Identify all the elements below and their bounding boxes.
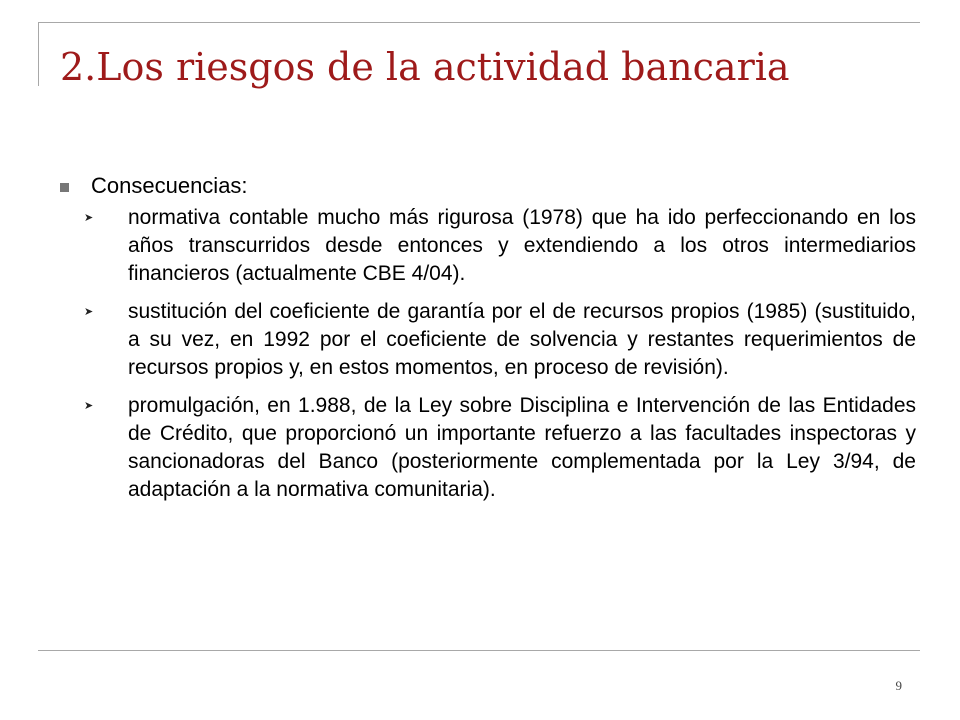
- frame-top-line: [38, 22, 920, 23]
- sub-bullet-list: [60, 204, 916, 504]
- bullet-label: Consecuencias:: [91, 173, 248, 198]
- slide-content: [60, 172, 916, 514]
- frame-left-line: [38, 22, 39, 86]
- arrow-bullet-icon: ➤: [84, 305, 94, 318]
- arrow-bullet-icon: ➤: [84, 211, 94, 224]
- slide-title: 2.Los riesgos de la actividad bancaria: [60, 45, 790, 89]
- sub-bullet-item: [84, 392, 916, 504]
- sub-bullet-text: sustitución del coeficiente de garantía por el de recursos propios (1985) (sustituido, a su vez, en 1992 por el coeficiente de solvencia y restantes requerimientos de recursos propios y, en estos momentos, en proceso de revisión).: [128, 300, 916, 379]
- frame-bottom-line: [38, 650, 920, 651]
- sub-bullet-item: [84, 298, 916, 382]
- sub-bullet-item: [84, 204, 916, 288]
- sub-bullet-text: promulgación, en 1.988, de la Ley sobre Disciplina e Intervención de las Entidades de Crédito, que proporcionó un importante refuerzo a las facultades inspectoras y sancionadoras del Banco (posteriormente complementada por la Ley 3/94, de adaptación a la normativa comunitaria).: [128, 394, 916, 501]
- arrow-bullet-icon: ➤: [84, 399, 94, 412]
- bullet-consecuencias: [60, 172, 916, 200]
- sub-bullet-text: normativa contable mucho más rigurosa (1978) que ha ido perfeccionando en los años transcurridos desde entonces y extendiendo a los otros intermediarios financieros (actualmente CBE 4/04).: [128, 206, 916, 285]
- page-number: 9: [895, 678, 902, 693]
- square-bullet-icon: [60, 183, 69, 192]
